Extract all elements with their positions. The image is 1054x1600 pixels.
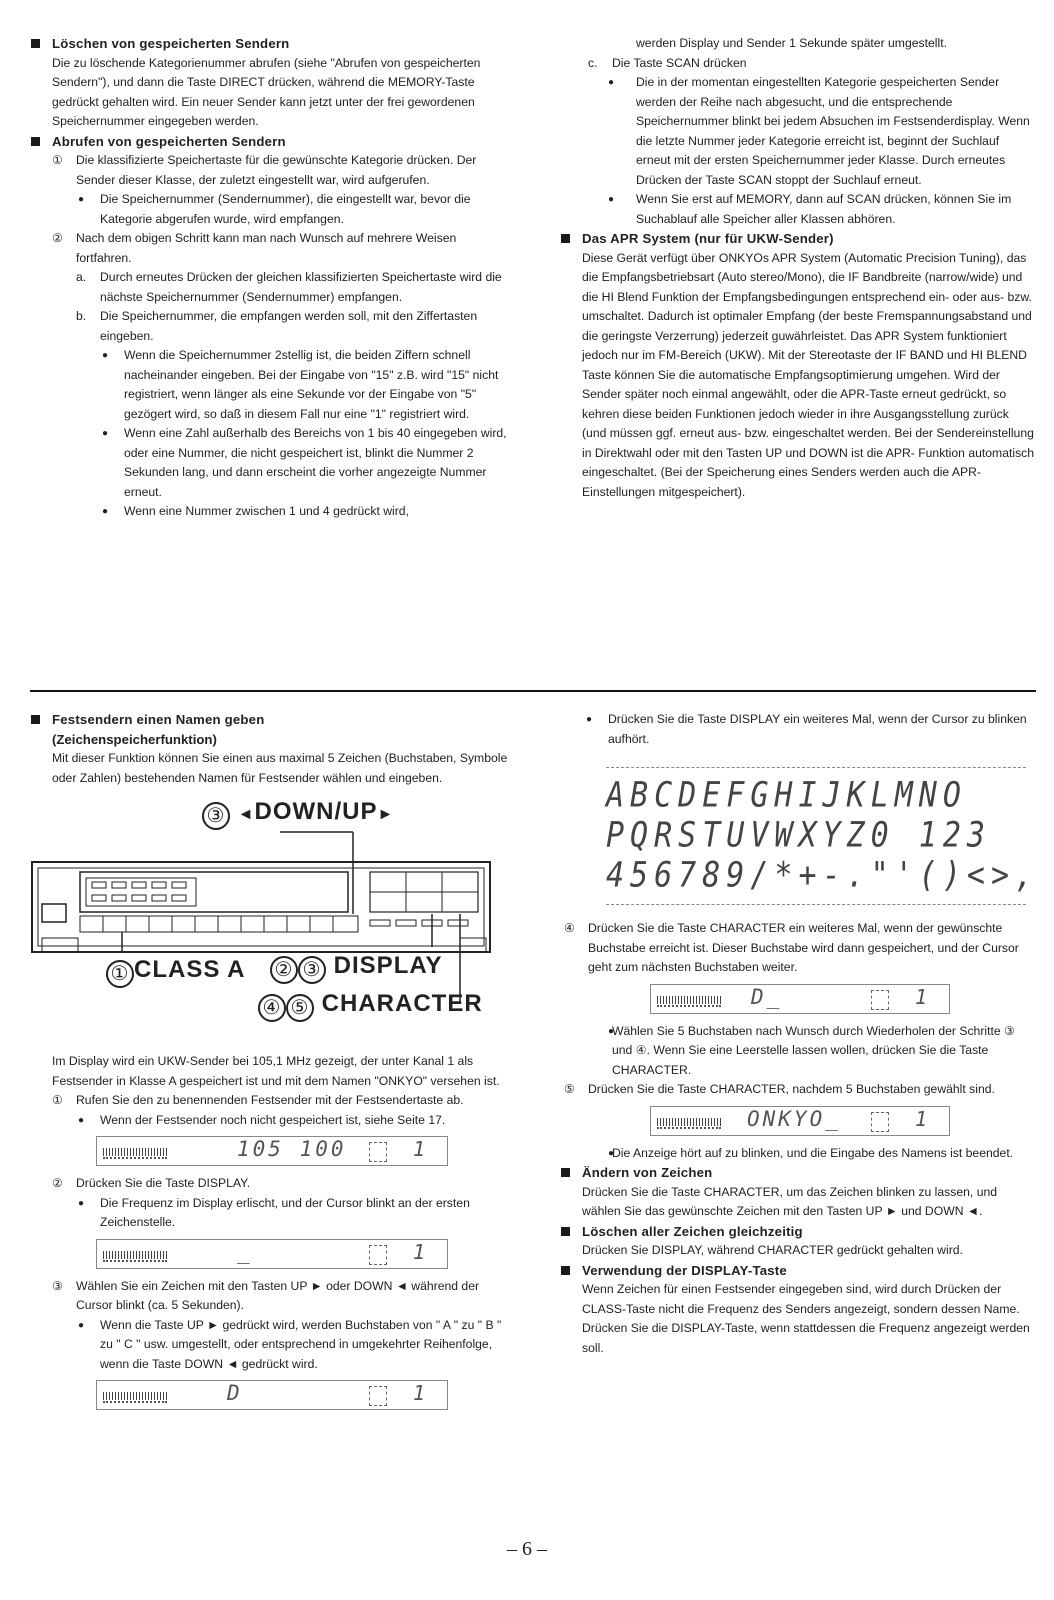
column-1 — [30, 34, 510, 522]
lcd-display-name: ONKYO_ 1 — [650, 1106, 950, 1136]
bullet: ● Wenn eine Zahl außerhalb des Bereichs von 1 bis 40 eingegeben wird, oder eine Nummer, die nicht gespeichert ist, blinkt die Nummer 2 Sekunden lang, und dann erscheint die vorher angezeigte Nummer erneut. — [30, 424, 510, 502]
character-table — [606, 767, 1040, 905]
callout-character: ④ ⑤ CHARACTER — [258, 994, 483, 1022]
bullet: ● Wenn Sie erst auf MEMORY, dann auf SCAN drücken, können Sie im Suchablauf alle Speicher aller Klassen abhören. — [560, 190, 1035, 229]
bullet: ● Wenn eine Nummer zwischen 1 und 4 gedrückt wird, — [30, 502, 510, 522]
paragraph-apr: Diese Gerät verfügt über ONKYOs APR System (Automatic Precision Tuning), das die Empfangsbetriebsart (Auto stereo/Mono), die IF Bandbreite (narrow/wide) und die HI Blend Funktion der Empfangsbedingungen entsprechend ein- oder aus- bzw. umschaltet. Dadurch ist optimaler Empfang (der beste Fremspannungsabstand und die geringste Verzerrung) jederzeit guwährleistet. Das APR System funktioniert jedoch nur im FM-Bereich (UKW). Mit der Stereotaste der IF BAND und HI BLEND Taste können Sie die automatische Empfangsoptimierung umgehen. Wird der Sender später noch einmal angewählt, oder die APR-Taste erneut gedrückt, so kehren diese beiden Funktionen jedoch wieder in ihre Ausgangsstellung zurück (und müssen ggf. erneut aus- bzw. eingeschaltet werden. Bei der Sendereinstellung in Direktwahl oder mit den Tasten UP und DOWN ist die APR- Funktion automatisch eingeschaltet. (Bei der Speicherung eines Senders werden auch die APR-Einstellungen mitgespeichert). — [582, 250, 1035, 499]
paragraph-aendern: Drücken Sie die Taste CHARACTER, um das Zeichen blinken zu lassen, und wählen Sie das gewünschte Zeichen mit den Tasten UP ► und DOWN ◄. — [582, 1184, 998, 1218]
bullet: ● Die Anzeige hört auf zu blinken, und die Eingabe des Namens ist beendet. — [560, 1144, 1035, 1164]
lcd-display-next-char: D_ 1 — [650, 984, 950, 1014]
heading-display-taste: Verwendung der DISPLAY-Taste — [560, 1261, 1035, 1281]
bullet: ● Wenn der Festsender noch nicht gespeichert ist, siehe Seite 17. — [30, 1111, 510, 1131]
paragraph-loeschen: Die zu löschende Kategorienummer abrufen (siehe "Abrufen von gespeicherten Sendern"), und dann die Taste DIRECT drücken, während die MEMORY-Taste gedrückt gehalten wird. Ein neuer Sender kann jetzt unter der frei gewordenen Speichernummer eingegeben werden. — [52, 55, 481, 128]
signal-meter — [657, 991, 721, 1007]
paragraph-description: Im Display wird ein UKW-Sender bei 105,1 MHz gezeigt, der unter Kanal 1 als Festsender in Klasse A gespeichert ist und mit dem Namen "ONKYO" versehen ist. — [52, 1054, 500, 1088]
continued-text: werden Display und Sender 1 Sekunde später umgestellt. — [636, 36, 947, 50]
signal-meter — [103, 1387, 167, 1403]
heading-namen-geben: Festsendern einen Namen geben — [30, 710, 510, 730]
paragraph-loeschen-zeichen: Drücken Sie DISPLAY, während CHARACTER gedrückt gehalten wird. — [582, 1243, 963, 1257]
step-2: ② Drücken Sie die Taste DISPLAY. — [52, 1176, 251, 1190]
character-row: 456789/*+-."'()<>, — [606, 855, 1040, 896]
heading-aendern: Ändern von Zeichen — [560, 1163, 1035, 1183]
paragraph-intro: Mit dieser Funktion können Sie einen aus maximal 5 Zeichen (Buchstaben, Symbole oder Zahlen) bestehenden Namen für Festsender wählen und eingeben. — [52, 751, 508, 785]
bullet: ● Drücken Sie die Taste DISPLAY ein weiteres Mal, wenn der Cursor zu blinken aufhört. — [560, 710, 1035, 749]
class-indicator — [871, 1112, 889, 1132]
signal-meter — [103, 1246, 167, 1262]
step-4: ④ Drücken Sie die Taste CHARACTER ein weiteres Mal, wenn der gewünschte Buchstabe erreicht ist. Dieser Buchstabe wird dann gespeichert, und der Cursor geht zum nächsten Buchstaben weiter. — [564, 921, 1019, 974]
column-3 — [30, 710, 510, 1418]
callout-down-up: ③ ◄DOWN/UP► — [202, 802, 394, 830]
heading-apr-system: Das APR System (nur für UKW-Sender) — [560, 229, 1035, 249]
left-arrow-icon: ◄ — [237, 806, 255, 823]
bullet: ● Wenn die Speichernummer 2stellig ist, die beiden Ziffern schnell nacheinander eingeben. Bei der Eingabe von "15" z.B. wird "15" nicht registriert, wenn länger als eine Sekunde vor der Eingabe von "5" gezögert wird, so daß in diesem Fall nur eine "1" registriert wird. — [30, 346, 510, 424]
sub-step-a: a. Durch erneutes Drücken der gleichen klassifizierten Speichertaste wird die nächste Speichernummer (Sendernummer) empfangen. — [76, 270, 502, 304]
right-arrow-icon: ► — [377, 806, 395, 823]
heading-abrufen-sender: Abrufen von gespeicherten Sendern — [30, 132, 510, 152]
tuner-diagram — [30, 798, 510, 1042]
sub-step-c: c. Die Taste SCAN drücken — [588, 55, 747, 70]
character-row: PQRSTUVWXYZ0 123 — [606, 815, 991, 856]
sub-step-b: b. Die Speichernummer, die empfangen werden soll, mit den Ziffertasten eingeben. — [76, 309, 478, 343]
bullet: ● Die Speichernummer (Sendernummer), die eingestellt war, bevor die Kategorie abgerufen wurde, wird empfangen. — [30, 190, 510, 229]
lcd-display-frequency: 105 100 1 — [96, 1136, 448, 1166]
class-indicator — [871, 990, 889, 1010]
bullet: ● Wählen Sie 5 Buchstaben nach Wunsch durch Wiederholen der Schritte ③ und ④. Wenn Sie eine Leerstelle lassen wollen, drücken Sie die Taste CHARACTER. — [560, 1022, 1035, 1081]
bullet: ● Die Frequenz im Display erlischt, und der Cursor blinkt an der ersten Zeichenstelle. — [30, 1194, 510, 1233]
signal-meter — [657, 1113, 721, 1129]
heading-loeschen-zeichen: Löschen aller Zeichen gleichzeitig — [560, 1222, 1035, 1242]
character-row: ABCDEFGHIJKLMNO — [606, 775, 967, 816]
bullet: ● Die in der momentan eingestellten Kategorie gespeicherten Sender werden der Reihe nach abgesucht, und die entsprechende Speichernummer blinkt bei jedem Absuchen im Festsenderdisplay. Wenn die letzte Nummer jeder Kategorie erreicht ist, beginnt der Suchlauf erneut mit der ersten Speichernummer jeder Klasse. Durch erneutes Drücken der Taste SCAN stoppt der Suchlauf erneut. — [560, 73, 1035, 190]
step-1: ① Die klassifizierte Speichertaste für die gewünschte Kategorie drücken. Der Sender dieser Klasse, der zuletzt eingestellt war, wird aufgerufen. — [52, 153, 477, 187]
paragraph-display-2: Drücken Sie die DISPLAY-Taste, wenn stattdessen die Frequenz angezeigt werden soll. — [582, 1321, 1030, 1355]
step-3: ③ Wählen Sie ein Zeichen mit den Tasten UP ► oder DOWN ◄ während der Cursor blinkt (ca. 5 Sekunden). — [52, 1278, 480, 1312]
signal-meter — [103, 1143, 167, 1159]
step-2: ② Nach dem obigen Schritt kann man nach Wunsch auf mehrere Weisen fortfahren. — [52, 231, 457, 265]
page-number: – 6 – — [507, 1538, 547, 1560]
bullet: ● Wenn die Taste UP ► gedrückt wird, werden Buchstaben von " A " zu " B " zu " C " usw. umgestellt, oder entsprechend in umgekehrter Reihenfolge, wenn die Taste DOWN ◄ gedrückt wird. — [30, 1316, 510, 1375]
paragraph-display-1: Wenn Zeichen für einen Festsender eingegeben sind, wird durch Drücken der CLASS-Taste nicht die Frequenz des Senders angezeigt, sondern dessen Name. — [582, 1282, 1020, 1316]
class-indicator — [369, 1245, 387, 1265]
heading-zeichenspeicher: (Zeichenspeicherfunktion) — [52, 731, 217, 747]
lcd-display-character: D 1 — [96, 1380, 448, 1410]
class-indicator — [369, 1386, 387, 1406]
class-indicator — [369, 1142, 387, 1162]
column-2 — [560, 34, 1035, 502]
callout-class-a: ① CLASS A — [106, 960, 245, 988]
heading-loeschen-sender: Löschen von gespeicherten Sendern — [30, 34, 510, 54]
step-5: ⑤ Drücken Sie die Taste CHARACTER, nachdem 5 Buchstaben gewählt sind. — [564, 1082, 995, 1096]
step-1: ① Rufen Sie den zu benennenden Festsender mit der Festsendertaste ab. — [52, 1093, 464, 1107]
callout-display: ② ③ DISPLAY — [270, 956, 442, 984]
section-divider — [30, 690, 1036, 692]
column-4 — [560, 710, 1040, 1358]
lcd-display-cursor: _ 1 — [96, 1239, 448, 1269]
